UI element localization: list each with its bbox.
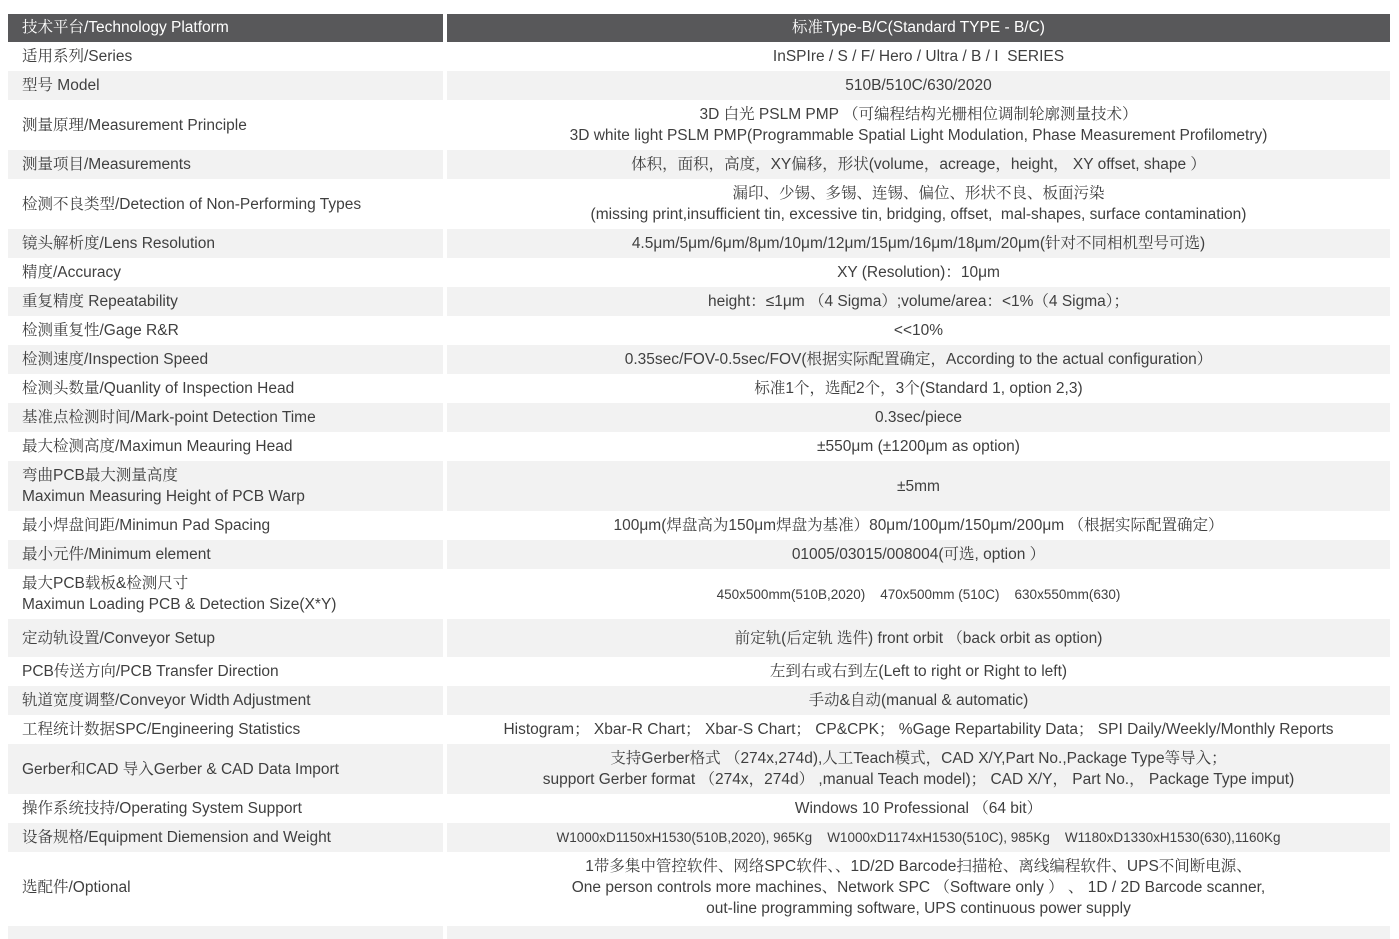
spec-row-value-line: 450x500mm(510B,2020) 470x500mm (510C) 630x550mm(630)	[716, 586, 1121, 602]
spec-row-value	[447, 316, 1390, 345]
spec-row-value	[447, 71, 1390, 100]
spec-row-label-line: 最小元件/Minimum element	[22, 546, 211, 563]
table-header-type-cell	[447, 14, 1390, 42]
spec-row	[8, 794, 1390, 823]
table-header-platform-label: 技术平台/Technology Platform	[22, 19, 229, 36]
spec-row-label	[8, 403, 443, 432]
spec-row-label	[8, 852, 443, 923]
spec-row-label	[8, 316, 443, 345]
spec-row-label	[8, 686, 443, 715]
spec-row	[8, 258, 1390, 287]
spec-row	[8, 345, 1390, 374]
spec-row-label-line: 测量原理/Measurement Principle	[22, 116, 247, 134]
spec-row-value	[447, 258, 1390, 287]
spec-row-value-line: 510B/510C/630/2020	[845, 77, 992, 94]
spec-row-value-line: 3D 白光 PSLM PMP （可编程结构光栅相位调制轮廓测量技术）	[699, 106, 1138, 123]
spec-row-label-line: Gerber和CAD 导入Gerber & CAD Data Import	[22, 760, 339, 778]
spec-row-label	[8, 287, 443, 316]
spec-row-label	[8, 374, 443, 403]
spec-row-value	[447, 461, 1390, 511]
spec-row-value	[447, 287, 1390, 316]
spec-row-value-line: 0.35sec/FOV-0.5sec/FOV(根据实际配置确定，According to the actual configuration）	[624, 351, 1213, 368]
spec-row-label	[8, 345, 443, 374]
table-header-platform-cell	[8, 14, 443, 42]
spec-row-label-line: 基准点检测时间/Mark-point Detection Time	[22, 409, 316, 426]
spec-row-value-line: 漏印、少锡、多锡、连锡、偏位、形状不良、板面污染	[732, 185, 1105, 202]
spec-row-label	[8, 150, 443, 179]
spec-row-label-line: Maximun Loading PCB & Detection Size(X*Y)	[22, 596, 337, 613]
spec-row-value	[447, 150, 1390, 179]
spec-rows-container	[8, 42, 1390, 923]
spec-row	[8, 461, 1390, 511]
spec-row-value	[447, 432, 1390, 461]
spec-row-label-line: 检测重复性/Gage R&R	[22, 322, 179, 339]
spec-row-value	[447, 852, 1390, 923]
spec-row	[8, 71, 1390, 100]
spec-row-label-line: 最小焊盘间距/Minimun Pad Spacing	[22, 517, 271, 534]
spec-row-value	[447, 100, 1390, 150]
spec-row-label-line: 精度/Accuracy	[22, 264, 122, 281]
spec-row-value	[447, 345, 1390, 374]
spec-row-value-line: 01005/03015/008004(可选, option ）	[791, 546, 1046, 563]
spec-row	[8, 179, 1390, 229]
table-header-type-label: 标准Type-B/C(Standard TYPE - B/C)	[792, 19, 1045, 36]
spec-row-value-line: 支持Gerber格式 （274x,274d),人工Teach模式，CAD X/Y,Part No.,Package Type等导入；	[610, 750, 1227, 767]
spec-row	[8, 403, 1390, 432]
spec-row-value-line: 标准1个，选配2个，3个(Standard 1, option 2,3)	[754, 380, 1083, 397]
spec-row-label-line: 工程统计数据SPC/Engineering Statistics	[22, 721, 301, 738]
spec-row	[8, 287, 1390, 316]
spec-row-label	[8, 461, 443, 511]
spec-row	[8, 852, 1390, 923]
spec-row	[8, 374, 1390, 403]
spec-row-value	[447, 657, 1390, 686]
partial-next-row	[8, 926, 1390, 939]
spec-row-label-line: 测量项目/Measurements	[22, 156, 191, 173]
spec-row-value	[447, 540, 1390, 569]
spec-row-label-line: 检测头数量/Quanlity of Inspection Head	[22, 380, 295, 397]
spec-row-value-line: out-line programming software, UPS continuous power supply	[706, 900, 1131, 917]
spec-row-value	[447, 511, 1390, 540]
spec-row-label	[8, 540, 443, 569]
spec-row-value-line: 4.5μm/5μm/6μm/8μm/10μm/12μm/15μm/16μm/18μm/20μm(针对不同相机型号可选)	[631, 235, 1206, 252]
spec-row-label-line: 适用系列/Series	[22, 48, 133, 65]
spec-row-value	[447, 744, 1390, 794]
spec-row-value-line: 体积，面积，高度，XY偏移，形状(volume，acreage，height， XY offset, shape ）	[631, 156, 1206, 173]
spec-row-label-line: 检测速度/Inspection Speed	[22, 351, 209, 368]
spec-row-label-line: 型号 Model	[22, 77, 100, 94]
spec-row	[8, 715, 1390, 744]
spec-row-label-line: 弯曲PCB最大测量高度	[22, 467, 178, 484]
spec-row	[8, 540, 1390, 569]
spec-row	[8, 150, 1390, 179]
spec-row-value	[447, 686, 1390, 715]
spec-row-label-line: 定动轨设置/Conveyor Setup	[22, 629, 215, 647]
spec-row	[8, 432, 1390, 461]
spec-row-label	[8, 100, 443, 150]
spec-row-value-line: One person controls more machines、Network SPC （Software only ） 、 1D / 2D Barcode scanner,	[571, 879, 1266, 896]
spec-row-label-line: PCB传送方向/PCB Transfer Direction	[22, 663, 279, 680]
spec-row-label	[8, 715, 443, 744]
spec-row-value-line: W1000xD1150xH1530(510B,2020), 965Kg W1000xD1174xH1530(510C), 985Kg W1180xD1330xH1530(630),1160Kg	[556, 830, 1281, 845]
spec-row-value-line: height：≤1μm （4 Sigma）;volume/area：<1%（4 Sigma）；	[707, 293, 1130, 310]
spec-row-label	[8, 657, 443, 686]
spec-row-value-line: XY (Resolution)：10μm	[837, 264, 1000, 281]
spec-row-label	[8, 794, 443, 823]
spec-row-value	[447, 179, 1390, 229]
spec-row-label-line: 最大PCB载板&检测尺寸	[22, 575, 189, 592]
spec-row-value	[447, 823, 1390, 852]
spec-row-label	[8, 619, 443, 657]
spec-row-value	[447, 715, 1390, 744]
spec-row-value-line: 手动&自动(manual & automatic)	[808, 692, 1029, 709]
spec-row-value-line: InSPIre / S / F/ Hero / Ultra / B / I SERIES	[772, 48, 1065, 65]
spec-row-label-line: 重复精度 Repeatability	[22, 293, 178, 310]
spec-row-label-line: 轨道宽度调整/Conveyor Width Adjustment	[22, 692, 311, 709]
spec-row-label	[8, 179, 443, 229]
spec-row	[8, 619, 1390, 657]
spec-row-label-line: Maximun Measuring Height of PCB Warp	[22, 488, 305, 505]
spec-row-label	[8, 42, 443, 71]
spec-row-value-line: Histogram； Xbar-R Chart； Xbar-S Chart； CP&CPK； %Gage Repartability Data； SPI Daily/Weekly/Monthly Reports	[503, 721, 1334, 738]
table-header-row	[8, 14, 1390, 42]
spec-row-label	[8, 744, 443, 794]
spec-row-value-line: 1带多集中管控软件、网络SPC软件、、1D/2D Barcode扫描枪、离线编程软件、UPS不间断电源、	[585, 858, 1252, 875]
spec-row-label	[8, 229, 443, 258]
spec-row-label-line: 检测不良类型/Detection of Non-Performing Types	[22, 195, 362, 213]
spec-row	[8, 686, 1390, 715]
spec-row-label-line: 选配件/Optional	[22, 879, 131, 896]
spec-row-value-line: (missing print,insufficient tin, excessive tin, bridging, offset, mal-shapes, surface contamination)	[590, 206, 1247, 223]
spec-row	[8, 569, 1390, 619]
spec-row-value-line: 0.3sec/piece	[874, 409, 963, 426]
spec-row	[8, 657, 1390, 686]
spec-row-value	[447, 619, 1390, 657]
spec-row-label	[8, 258, 443, 287]
spec-row-value-line: Windows 10 Professional （64 bit）	[794, 800, 1043, 817]
spec-row	[8, 316, 1390, 345]
spec-row-value-line: 前定轨(后定轨 选件) front orbit （back orbit as option)	[734, 629, 1103, 647]
spec-row	[8, 823, 1390, 852]
spec-row-label	[8, 71, 443, 100]
spec-row-label	[8, 432, 443, 461]
spec-row-value-line: 3D white light PSLM PMP(Programmable Spatial Light Modulation, Phase Measurement Profilometry)	[569, 127, 1268, 144]
spec-row-label	[8, 823, 443, 852]
spec-row	[8, 100, 1390, 150]
partial-value-cell	[447, 926, 1390, 939]
spec-row	[8, 511, 1390, 540]
spec-row	[8, 42, 1390, 71]
spec-row-label-line: 镜头解析度/Lens Resolution	[22, 235, 215, 252]
spec-row-value	[447, 374, 1390, 403]
partial-label-cell	[8, 926, 443, 939]
spec-row-label-line: 设备规格/Equipment Diemension and Weight	[22, 829, 331, 846]
spec-row-value-line: <<10%	[893, 322, 944, 339]
spec-row-label-line: 操作系统技持/Operating System Support	[22, 800, 302, 817]
spec-row-value	[447, 569, 1390, 619]
spec-row-label	[8, 511, 443, 540]
spec-row-value-line: 100μm(焊盘高为150μm焊盘为基准）80μm/100μm/150μm/200μm （根据实际配置确定）	[613, 517, 1224, 534]
spec-row-value-line: ±550μm (±1200μm as option)	[817, 438, 1020, 455]
spec-row-value	[447, 42, 1390, 71]
spec-row-value	[447, 794, 1390, 823]
spec-row-value	[447, 403, 1390, 432]
spec-row-value-line: 左到右或右到左(Left to right or Right to left)	[769, 663, 1068, 680]
spec-row-label	[8, 569, 443, 619]
spec-row-value-line: support Gerber format （274x，274d） ,manual Teach model)； CAD X/Y， Part No.， Package Type imput)	[542, 771, 1295, 788]
specification-table	[8, 14, 1390, 939]
spec-row-value-line: ±5mm	[897, 477, 940, 495]
spec-row-label-line: 最大检测高度/Maximun Meauring Head	[22, 438, 293, 455]
spec-row	[8, 229, 1390, 258]
spec-row-value	[447, 229, 1390, 258]
spec-row	[8, 744, 1390, 794]
